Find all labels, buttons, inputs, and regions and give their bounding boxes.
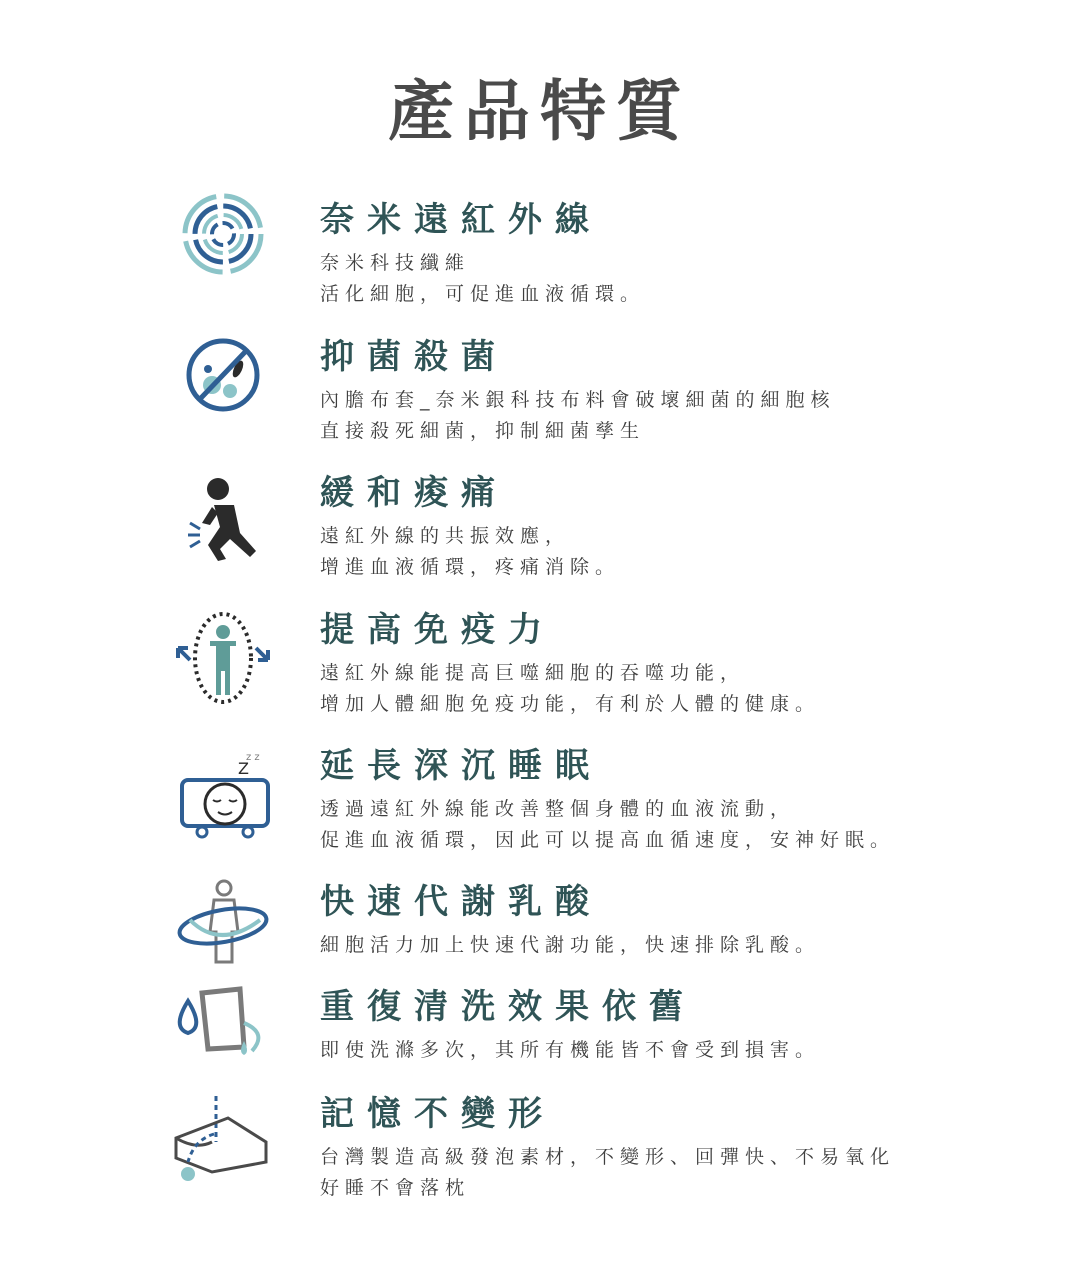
feature-desc-line: 直接殺死細菌，抑制細菌孳生 xyxy=(320,420,646,442)
metabolism-orbit-icon xyxy=(168,876,278,976)
feature-desc-line: 遠紅外線的共振效應， xyxy=(320,525,571,547)
feature-desc-line: 奈米科技纖維 xyxy=(320,252,471,274)
sleeping-face-icon xyxy=(168,748,278,848)
feature-desc-line: 好睡不會落枕 xyxy=(320,1177,471,1199)
memory-foam-pillow-icon xyxy=(168,1094,278,1194)
feature-desc-line: 增加人體細胞免疫功能，有利於人體的健康。 xyxy=(320,693,821,715)
feature-heading: 緩和痠痛 xyxy=(320,473,508,513)
feature-desc-line: 內膽布套_奈米銀科技布料會破壞細菌的細胞核 xyxy=(320,389,836,411)
far-infrared-rings-icon xyxy=(168,190,278,290)
feature-heading: 提高免疫力 xyxy=(320,610,555,650)
feature-heading: 重復清洗效果依舊 xyxy=(320,987,696,1027)
feature-desc-line: 即使洗滌多次，其所有機能皆不會受到損害。 xyxy=(320,1039,821,1061)
feature-desc-line: 活化細胞，可促進血液循環。 xyxy=(320,283,646,305)
immunity-shield-icon xyxy=(168,608,278,708)
svg-text:z z: z z xyxy=(246,752,260,763)
feature-heading: 延長深沉睡眠 xyxy=(320,746,602,786)
feature-heading: 奈米遠紅外線 xyxy=(320,200,602,240)
feature-heading: 抑菌殺菌 xyxy=(320,337,508,377)
feature-desc-line: 遠紅外線能提高巨噬細胞的吞噬功能， xyxy=(320,662,746,684)
feature-heading: 快速代謝乳酸 xyxy=(320,882,602,922)
feature-desc-line: 透過遠紅外線能改善整個身體的血液流動， xyxy=(320,798,796,820)
knee-pain-icon xyxy=(168,471,278,571)
svg-text:Z: Z xyxy=(238,759,249,778)
feature-heading: 記憶不變形 xyxy=(320,1094,555,1134)
page-title: 產品特質 xyxy=(388,73,692,150)
washable-pillow-icon xyxy=(168,983,278,1083)
feature-desc-line: 台灣製造高級發泡素材，不變形、回彈快、不易氧化 xyxy=(320,1146,896,1168)
no-bacteria-icon xyxy=(168,331,278,431)
feature-desc-line: 增進血液循環，疼痛消除。 xyxy=(320,556,621,578)
feature-desc-line: 細胞活力加上快速代謝功能，快速排除乳酸。 xyxy=(320,934,821,956)
feature-desc-line: 促進血液循環，因此可以提高血循速度，安神好眠。 xyxy=(320,829,896,851)
